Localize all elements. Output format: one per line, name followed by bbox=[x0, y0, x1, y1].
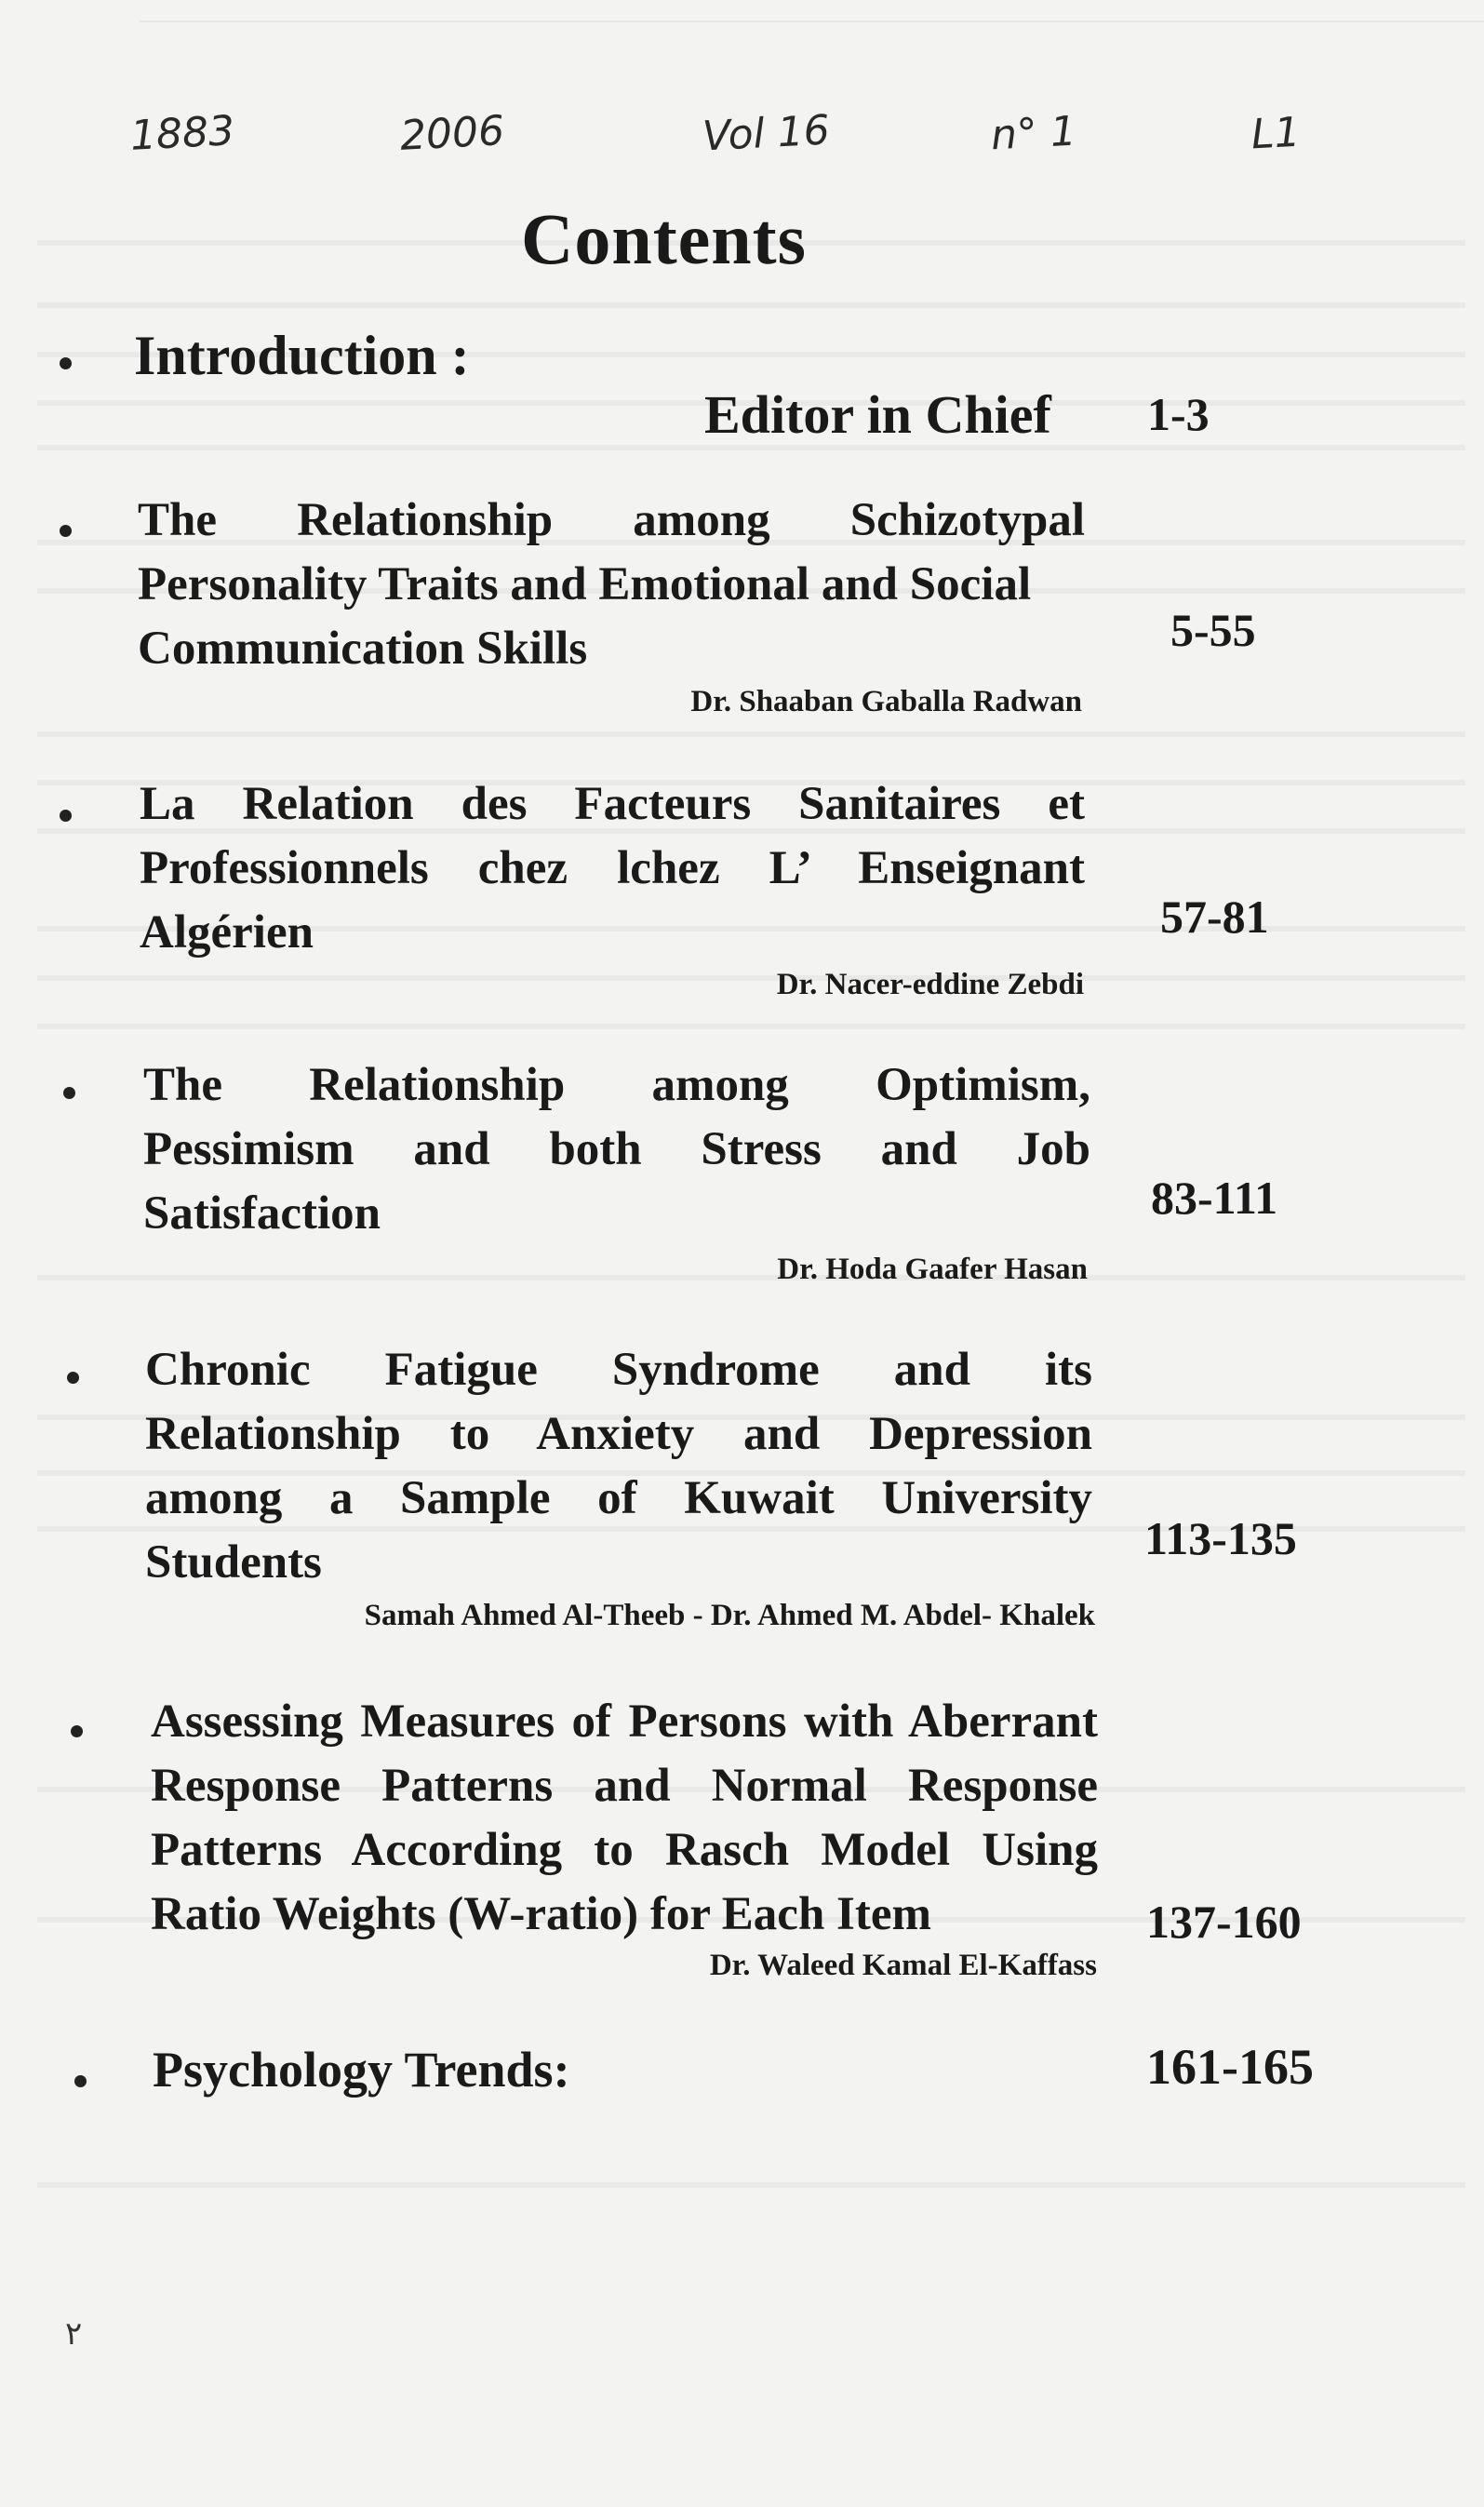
entry-title-line: Patterns According to Rasch Model Using bbox=[151, 1824, 1098, 1876]
trends-pages: 161-165 bbox=[1146, 2039, 1314, 2095]
entry-pages: 83-111 bbox=[1151, 1172, 1278, 1224]
entry-title-line: Chronic Fatigue Syndrome and its bbox=[145, 1344, 1092, 1396]
entry-title-line: Satisfaction bbox=[143, 1187, 381, 1240]
entry-title-line: Ratio Weights (W-ratio) for Each Item bbox=[151, 1888, 932, 1940]
entry-title bbox=[145, 1338, 1092, 1595]
entry-title-line: The Relationship among Schizotypal bbox=[138, 494, 1085, 546]
entry-title-line: among a Sample of Kuwait University bbox=[145, 1472, 1092, 1524]
bullet bbox=[60, 525, 72, 537]
introduction-pages: 1-3 bbox=[1147, 388, 1210, 440]
entry-author: Dr. Waleed Kamal El-Kaffass bbox=[709, 1949, 1097, 1982]
entry-pages: 113-135 bbox=[1144, 1512, 1297, 1564]
entry-title-line: Students bbox=[145, 1536, 322, 1589]
bullet bbox=[60, 357, 72, 369]
bullet bbox=[71, 1725, 83, 1737]
entry-title-line: Professionnels chez lchez L’ Enseignant bbox=[140, 842, 1085, 894]
entry-pages: 57-81 bbox=[1160, 891, 1269, 943]
entry-title-line: Response Patterns and Normal Response bbox=[151, 1760, 1098, 1812]
introduction-label: Introduction : bbox=[134, 325, 470, 386]
bullet bbox=[60, 810, 72, 822]
handwritten-issue: n° 1 bbox=[989, 107, 1078, 160]
entry-title-line: Assessing Measures of Persons with Aberrant bbox=[151, 1696, 1098, 1748]
introduction-author: Editor in Chief bbox=[704, 384, 1051, 445]
entry-pages: 137-160 bbox=[1146, 1896, 1302, 1948]
entry-pages: 5-55 bbox=[1170, 604, 1256, 656]
handwritten-code: L1 bbox=[1250, 108, 1302, 159]
entry-title-line: The Relationship among Optimism, bbox=[143, 1059, 1090, 1111]
entry-title bbox=[143, 1053, 1090, 1246]
trends-label: Psychology Trends: bbox=[153, 2042, 570, 2098]
bullet bbox=[74, 2075, 87, 2087]
entry-title-line: La Relation des Facteurs Sanitaires et bbox=[140, 778, 1085, 830]
entry-author: Samah Ahmed Al-Theeb - Dr. Ahmed M. Abdel- Khalek bbox=[364, 1599, 1095, 1632]
page-title: Contents bbox=[521, 198, 808, 279]
entry-title bbox=[138, 489, 1085, 681]
page-number: ٢ bbox=[65, 2317, 83, 2352]
entry-title-line: Personality Traits and Emotional and Social bbox=[138, 558, 1032, 610]
entry-author: Dr. Nacer-eddine Zebdi bbox=[776, 968, 1084, 1001]
entry-title-line: Relationship to Anxiety and Depression bbox=[145, 1408, 1092, 1460]
handwritten-volume: Vol 16 bbox=[701, 106, 831, 161]
entry-title-line: Communication Skills bbox=[138, 623, 588, 675]
entry-title-line: Pessimism and both Stress and Job bbox=[143, 1123, 1090, 1175]
entry-title bbox=[140, 772, 1085, 965]
handwritten-year: 2006 bbox=[398, 107, 506, 160]
entry-author: Dr. Hoda Gaafer Hasan bbox=[777, 1253, 1088, 1286]
entry-title-line: Algérien bbox=[140, 906, 314, 959]
entry-author: Dr. Shaaban Gaballa Radwan bbox=[690, 685, 1082, 718]
page-edge bbox=[140, 0, 1484, 22]
entry-title bbox=[151, 1690, 1098, 1947]
bullet bbox=[67, 1372, 79, 1384]
handwritten-number: 1883 bbox=[128, 107, 236, 160]
bullet bbox=[63, 1087, 75, 1099]
